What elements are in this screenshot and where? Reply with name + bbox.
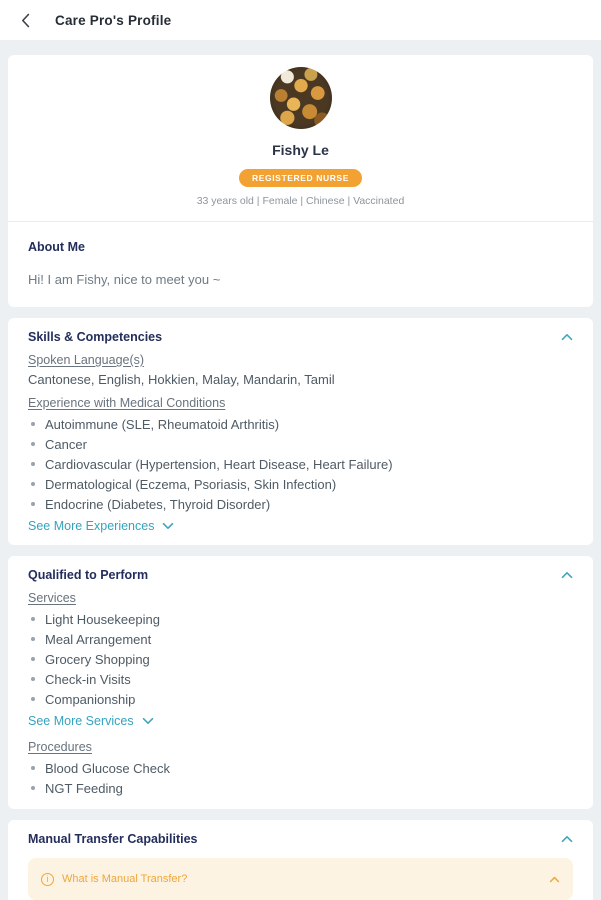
care-pro-name: Fishy Le xyxy=(272,142,329,158)
list-item-label: Endocrine (Diabetes, Thyroid Disorder) xyxy=(45,496,271,512)
bullet-dot xyxy=(31,637,35,641)
list-item xyxy=(28,414,573,434)
list-item xyxy=(28,434,573,454)
qualified-title: Qualified to Perform xyxy=(28,567,149,582)
list-item xyxy=(28,494,573,514)
app-header xyxy=(0,0,601,40)
qualified-section-toggle[interactable] xyxy=(28,567,573,583)
list-item-label: Light Housekeeping xyxy=(45,611,160,627)
skills-section-toggle[interactable] xyxy=(28,329,573,345)
bullet-dot xyxy=(31,786,35,790)
list-item xyxy=(28,629,573,649)
demographics-text: 33 years old | Female | Chinese | Vaccinated xyxy=(196,195,405,207)
bullet-dot xyxy=(31,462,35,466)
list-item-label: Autoimmune (SLE, Rheumatoid Arthritis) xyxy=(45,416,280,432)
spoken-languages-label: Spoken Language(s) xyxy=(28,353,145,367)
list-item xyxy=(28,669,573,689)
list-item xyxy=(28,778,573,798)
chevron-down-icon xyxy=(162,522,174,530)
list-item-label: Dermatological (Eczema, Psoriasis, Skin Infection) xyxy=(45,476,337,492)
list-item-label: NGT Feeding xyxy=(45,780,123,796)
avatar xyxy=(270,67,332,129)
services-list xyxy=(28,609,573,709)
list-item xyxy=(28,474,573,494)
see-more-experiences-link[interactable] xyxy=(28,517,174,534)
about-title: About Me xyxy=(28,240,85,254)
chevron-up-icon[interactable] xyxy=(561,835,573,843)
medical-conditions-label: Experience with Medical Conditions xyxy=(28,396,226,410)
about-section xyxy=(8,222,593,307)
profile-card xyxy=(8,55,593,307)
bullet-dot xyxy=(31,617,35,621)
manual-transfer-section-toggle[interactable] xyxy=(28,831,573,847)
list-item-label: Meal Arrangement xyxy=(45,631,152,647)
list-item-label: Cardiovascular (Hypertension, Heart Disease, Heart Failure) xyxy=(45,456,393,472)
skills-title: Skills & Competencies xyxy=(28,329,163,344)
list-item xyxy=(28,649,573,669)
chevron-up-icon[interactable] xyxy=(561,571,573,579)
list-item-label: Grocery Shopping xyxy=(45,651,150,667)
page-title: Care Pro's Profile xyxy=(55,12,172,28)
back-icon[interactable] xyxy=(21,10,41,30)
chevron-down-icon xyxy=(142,717,154,725)
services-label: Services xyxy=(28,591,76,605)
procedures-list xyxy=(28,758,573,798)
list-item-label: Cancer xyxy=(45,436,87,452)
bullet-dot xyxy=(31,697,35,701)
bullet-dot xyxy=(31,766,35,770)
list-item xyxy=(28,689,573,709)
bullet-dot xyxy=(31,442,35,446)
about-text: Hi! I am Fishy, nice to meet you ~ xyxy=(28,272,221,287)
list-item-label: Check-in Visits xyxy=(45,671,131,687)
see-more-services-link[interactable] xyxy=(28,712,154,729)
bullet-dot xyxy=(31,422,35,426)
info-icon: i xyxy=(41,873,54,886)
list-item xyxy=(28,758,573,778)
banner-question-label: What is Manual Transfer? xyxy=(62,873,188,885)
list-item xyxy=(28,454,573,474)
manual-transfer-card xyxy=(8,820,593,900)
list-item-label: Companionship xyxy=(45,691,136,707)
chevron-up-icon[interactable] xyxy=(561,333,573,341)
procedures-label: Procedures xyxy=(28,740,92,754)
bullet-dot xyxy=(31,677,35,681)
medical-conditions-list xyxy=(28,414,573,514)
registered-nurse-badge: REGISTERED NURSE xyxy=(239,169,362,187)
see-more-services-label: See More Services xyxy=(28,713,134,728)
chevron-up-icon[interactable] xyxy=(549,876,560,883)
bullet-dot xyxy=(31,502,35,506)
list-item xyxy=(28,609,573,629)
manual-transfer-title: Manual Transfer Capabilities xyxy=(28,831,198,846)
bullet-dot xyxy=(31,482,35,486)
spoken-languages-value: Cantonese, English, Hokkien, Malay, Mandarin, Tamil xyxy=(28,372,335,387)
bullet-dot xyxy=(31,657,35,661)
qualified-card xyxy=(8,556,593,809)
manual-transfer-info-banner[interactable] xyxy=(28,858,573,900)
list-item-label: Blood Glucose Check xyxy=(45,760,171,776)
skills-card xyxy=(8,318,593,545)
see-more-experiences-label: See More Experiences xyxy=(28,518,155,533)
